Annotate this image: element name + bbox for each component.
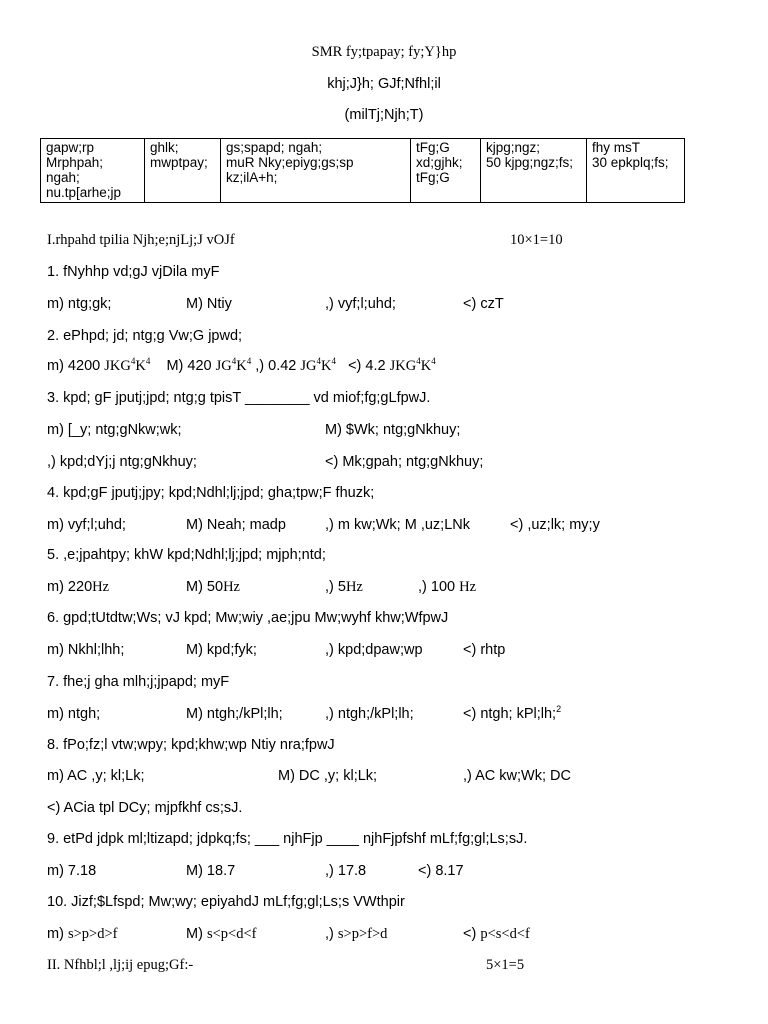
q2-option-d-unit: $JKG^4K^4$ bbox=[389, 356, 436, 374]
header-school-name: SMR fy;tpapay; fy;Y}hp bbox=[311, 44, 457, 60]
q2-option-b-unit: $JG^4K^4$ bbox=[215, 356, 252, 374]
q7-option-d: <) ntgh; kPl;lh;$^2$ bbox=[463, 704, 562, 722]
meta-cell-school: gs;spapd; ngah; muR Nky;epiyg;gs;sp kz;ilA+h; bbox=[221, 139, 411, 203]
question-2: 2. ePhpd; jd; ntg;g Vw;G jpwd; bbox=[47, 328, 243, 344]
meta-cell-teacher: gapw;rp Mrphpah; ngah; nu.tp[arhe;jp bbox=[41, 139, 145, 203]
meta-cell-subject: ghlk; mwptpay; bbox=[145, 139, 221, 203]
section2-title: II. Nfhbl;l ,lj;ij epug;Gf:- bbox=[47, 957, 194, 973]
meta-cell-class: tFg;G xd;gjhk; tFg;G bbox=[411, 139, 481, 203]
q4-option-a: m) vyf;l;uhd; bbox=[47, 517, 126, 533]
q3-option-c: ,) kpd;dYj;j ntg;gNkhuy; bbox=[47, 454, 197, 470]
q2-option-c-unit: $JG^4K^4$ bbox=[300, 356, 336, 374]
q5-option-d: ,) 100 Hz bbox=[418, 579, 477, 595]
q10-option-a: m) s>p>d>f bbox=[47, 926, 118, 942]
q4-option-c: ,) m kw;Wk; M ,uz;LNk bbox=[325, 517, 470, 533]
question-10: 10. Jizf;$Lfspd; Mw;wy; epiyahdJ mLf;fg;gl;Ls;s VWthpir bbox=[47, 894, 405, 910]
q6-option-c: ,) kpd;dpaw;wp bbox=[325, 642, 423, 658]
question-8: 8. fPo;fz;l vtw;wpy; kpd;khw;wp Ntiy nra;fpwJ bbox=[47, 737, 335, 753]
q8-option-b: M) DC ,y; kl;Lk; bbox=[278, 768, 378, 784]
q1-option-b: M) Ntiy bbox=[186, 296, 232, 312]
question-3: 3. kpd; gF jputj;jpd; ntg;g tpisT ________ vd miof;fg;gLfpwJ. bbox=[47, 390, 431, 406]
question-5: 5. ,e;jpahtpy; khW kpd;Ndhl;lj;jpd; mjph;ntd; bbox=[47, 547, 326, 563]
question-7: 7. fhe;j gha mlh;j;jpapd; myF bbox=[47, 674, 230, 690]
q3-option-a: m) [_y; ntg;gNkw;wk; bbox=[47, 422, 182, 438]
q6-option-b: M) kpd;fyk; bbox=[186, 642, 257, 658]
q1-option-c: ,) vyf;l;uhd; bbox=[325, 296, 396, 312]
q2-option-c: ,) 0.42 bbox=[255, 358, 297, 374]
q1-option-a: m) ntg;gk; bbox=[47, 296, 112, 312]
q2-option-b: M) 420 bbox=[166, 358, 212, 374]
q8-option-d: <) ACia tpl DCy; mjpfkhf cs;sJ. bbox=[47, 800, 243, 816]
q10-option-b: M) s<p<d<f bbox=[186, 926, 257, 942]
section1-marks: 10×1=10 bbox=[510, 232, 563, 248]
q2-option-a-unit: $JKG^4K^4$ bbox=[104, 356, 151, 374]
q9-option-a: m) 7.18 bbox=[47, 863, 97, 879]
q5-option-c: ,) 5Hz bbox=[325, 579, 363, 595]
q10-option-d: <) p<s<d<f bbox=[463, 926, 530, 942]
q2-option-d: <) 4.2 bbox=[348, 358, 386, 374]
q9-option-d: <) 8.17 bbox=[418, 863, 464, 879]
q7-option-c: ,) ntgh;/kPl;lh; bbox=[325, 706, 414, 722]
q3-option-b: M) $Wk; ntg;gNkhuy; bbox=[325, 422, 461, 438]
q10-option-c: ,) s>p>f>d bbox=[325, 926, 388, 942]
question-6: 6. gpd;tUtdtw;Ws; vJ kpd; Mw;wiy ,ae;jpu Mw;wyhf khw;WfpwJ bbox=[47, 610, 449, 626]
q5-option-a: m) 220Hz bbox=[47, 579, 110, 595]
q9-option-b: M) 18.7 bbox=[186, 863, 236, 879]
q3-option-d: <) Mk;gpah; ntg;gNkhuy; bbox=[325, 454, 484, 470]
section1-title: I.rhpahd tpilia Njh;e;njLj;J vOJf bbox=[47, 232, 235, 248]
meta-cell-duration: fhy msT 30 epkplq;fs; bbox=[587, 139, 685, 203]
meta-cell-marks: kjpg;ngz; 50 kjpg;ngz;fs; bbox=[481, 139, 587, 203]
question-9: 9. etPd jdpk ml;ltizapd; jdpkq;fs; ___ njhFjp ____ njhFjpfshf mLf;fg;gl;Ls;sJ. bbox=[47, 831, 528, 847]
q6-option-a: m) Nkhl;lhh; bbox=[47, 642, 125, 658]
q6-option-d: <) rhtp bbox=[463, 642, 506, 658]
q8-option-c: ,) AC kw;Wk; DC bbox=[463, 768, 571, 784]
q9-option-c: ,) 17.8 bbox=[325, 863, 367, 879]
q7-option-b: M) ntgh;/kPl;lh; bbox=[186, 706, 283, 722]
q7-option-a: m) ntgh; bbox=[47, 706, 101, 722]
question-4: 4. kpd;gF jputj;jpy; kpd;Ndhl;lj;jpd; gha;tpw;F fhuzk; bbox=[47, 485, 375, 501]
q2-option-a: m) 4200 bbox=[47, 358, 101, 374]
section2-marks: 5×1=5 bbox=[486, 957, 525, 973]
header-exam-subtitle: (milTj;Njh;T) bbox=[344, 107, 424, 123]
question-1: 1. fNyhhp vd;gJ vjDila myF bbox=[47, 264, 220, 280]
q8-option-a: m) AC ,y; kl;Lk; bbox=[47, 768, 145, 784]
q4-option-b: M) Neah; madp bbox=[186, 517, 286, 533]
header-exam-title: khj;J}h; GJf;Nfhl;il bbox=[327, 76, 441, 92]
exam-meta-table bbox=[40, 138, 685, 203]
q2-options bbox=[47, 358, 436, 375]
q1-option-d: <) czT bbox=[463, 296, 504, 312]
q4-option-d: <) ,uz;lk; my;y bbox=[510, 517, 600, 533]
q5-option-b: M) 50Hz bbox=[186, 579, 240, 595]
